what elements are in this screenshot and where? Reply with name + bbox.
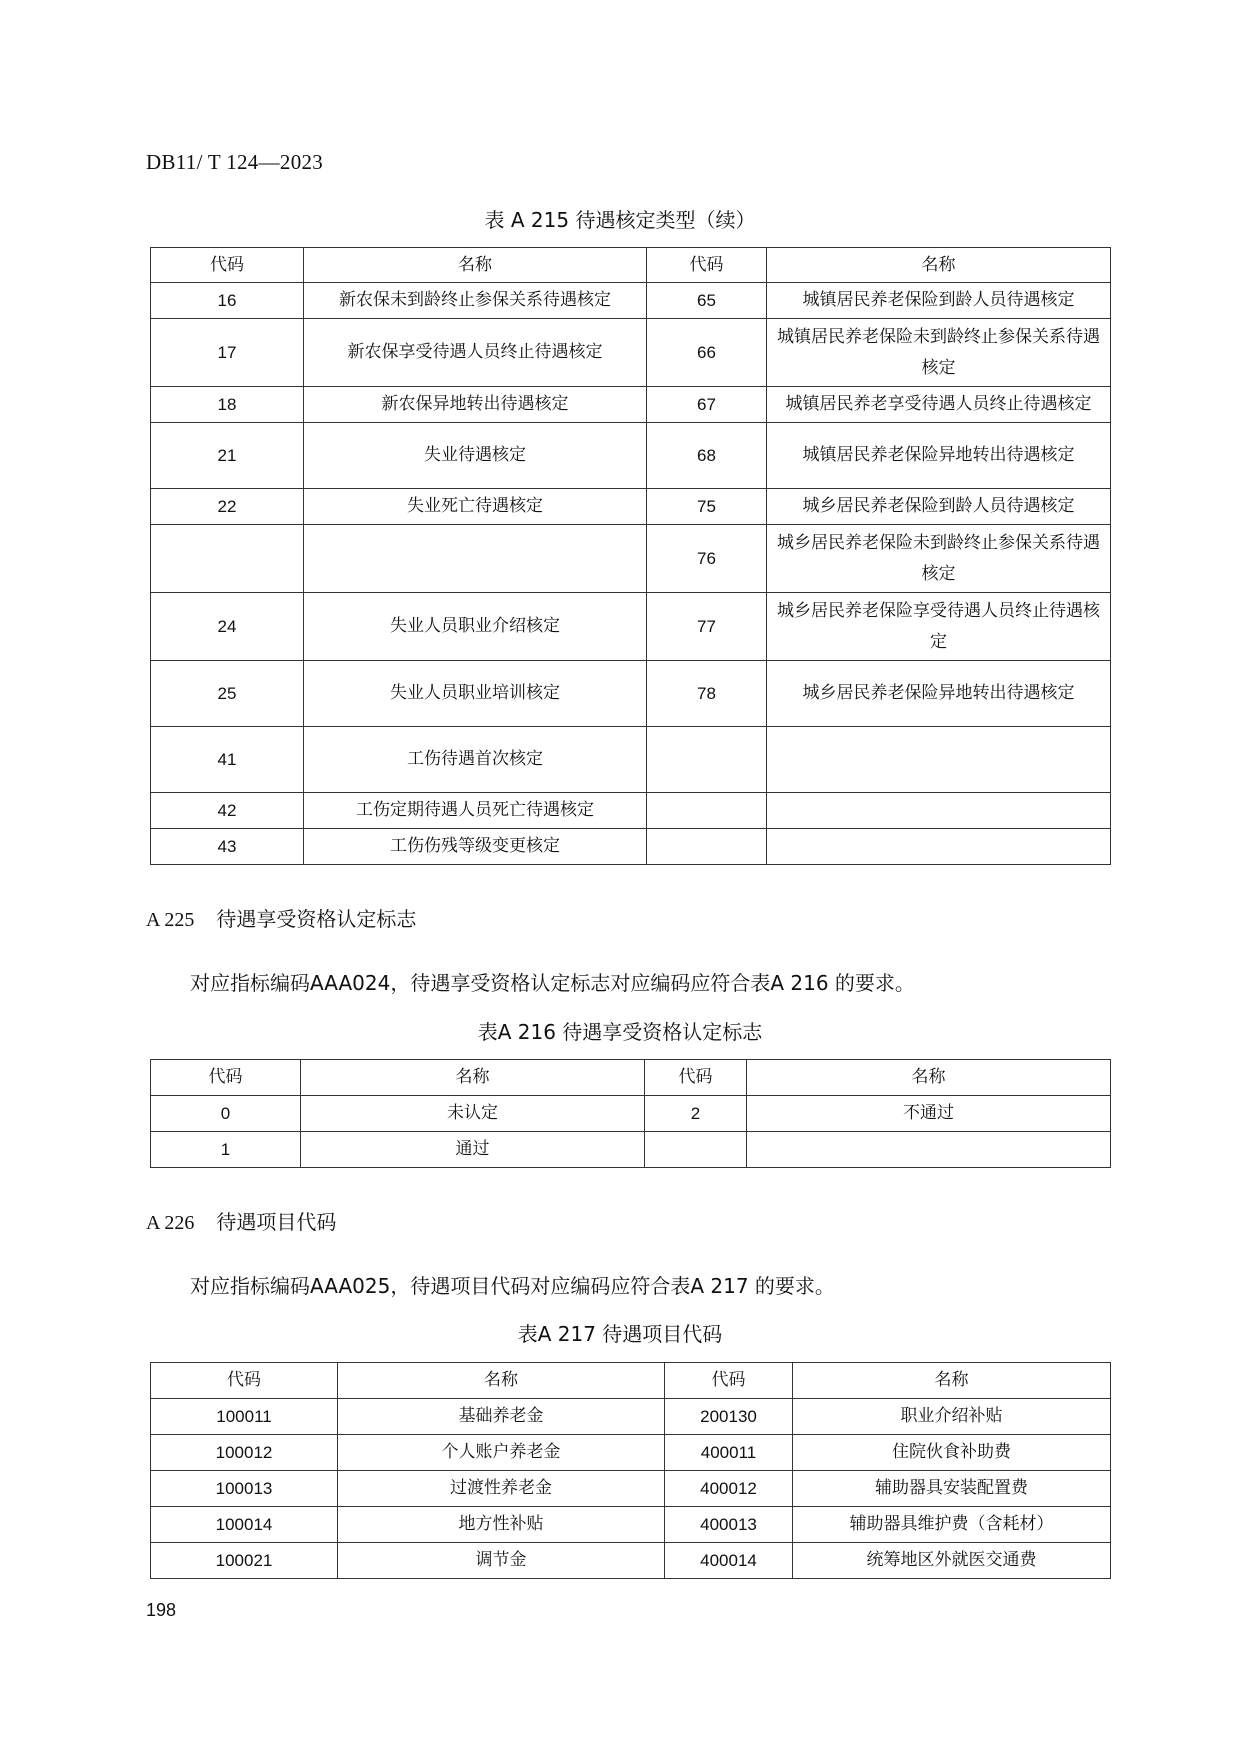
code-cell: 77: [647, 593, 767, 661]
code-cell: 65: [647, 283, 767, 319]
header-code: 代码: [647, 248, 767, 283]
header-name: 名称: [304, 248, 647, 283]
name-cell: 城乡居民养老保险异地转出待遇核定: [767, 661, 1111, 727]
code-cell: 100011: [151, 1399, 338, 1435]
header-code: 代码: [151, 1060, 301, 1096]
name-cell: 城镇居民养老保险到龄人员待遇核定: [767, 283, 1111, 319]
code-cell: [151, 525, 304, 593]
table-a217: [150, 1362, 1111, 1579]
table-row: [151, 661, 1111, 727]
header-code: 代码: [645, 1060, 747, 1096]
name-cell: 城镇居民养老保险异地转出待遇核定: [767, 423, 1111, 489]
table-row: [151, 793, 1111, 829]
header-code: 代码: [151, 1363, 338, 1399]
code-cell: 17: [151, 319, 304, 387]
code-cell: 67: [647, 387, 767, 423]
name-cell: 调节金: [338, 1543, 665, 1579]
name-cell: 城镇居民养老享受待遇人员终止待遇核定: [767, 387, 1111, 423]
document-header: DB11/ T 124—2023: [146, 150, 324, 174]
name-cell: 基础养老金: [338, 1399, 665, 1435]
header-name: 名称: [793, 1363, 1111, 1399]
name-cell: 通过: [301, 1132, 645, 1168]
name-cell: 失业人员职业介绍核定: [304, 593, 647, 661]
name-cell: 辅助器具安装配置费: [793, 1471, 1111, 1507]
table-a216-caption: 表A 216 待遇享受资格认定标志: [477, 1020, 763, 1044]
section-a226-paragraph: 对应指标编码AAA025，待遇项目代码对应编码应符合表A 217 的要求。: [190, 1274, 835, 1298]
section-number: A 225: [146, 909, 195, 931]
name-cell: 不通过: [747, 1096, 1111, 1132]
code-cell: 18: [151, 387, 304, 423]
table-header-row: [151, 1363, 1111, 1399]
name-cell: 个人账户养老金: [338, 1435, 665, 1471]
table-row: [151, 1471, 1111, 1507]
name-cell: 失业死亡待遇核定: [304, 489, 647, 525]
name-cell: 城乡居民养老保险享受待遇人员终止待遇核定: [767, 593, 1111, 661]
code-cell: 100013: [151, 1471, 338, 1507]
name-cell: [767, 829, 1111, 865]
name-cell: 失业人员职业培训核定: [304, 661, 647, 727]
page-number: 198: [146, 1600, 177, 1620]
table-row: [151, 1507, 1111, 1543]
table-row: [151, 283, 1111, 319]
name-cell: 失业待遇核定: [304, 423, 647, 489]
table-row: [151, 1399, 1111, 1435]
table-a215-caption: 表 A 215 待遇核定类型（续）: [484, 208, 756, 232]
code-cell: 78: [647, 661, 767, 727]
code-cell: 400014: [665, 1543, 793, 1579]
code-cell: 100021: [151, 1543, 338, 1579]
table-row: [151, 829, 1111, 865]
table-a215: [150, 247, 1111, 865]
table-row: [151, 1543, 1111, 1579]
name-cell: 城乡居民养老保险到龄人员待遇核定: [767, 489, 1111, 525]
name-cell: 工伤待遇首次核定: [304, 727, 647, 793]
code-cell: 2: [645, 1096, 747, 1132]
code-cell: 400013: [665, 1507, 793, 1543]
table-a217-caption: 表A 217 待遇项目代码: [517, 1322, 723, 1346]
section-a226-heading: [146, 1206, 336, 1235]
name-cell: 住院伙食补助费: [793, 1435, 1111, 1471]
name-cell: 辅助器具维护费（含耗材）: [793, 1507, 1111, 1543]
name-cell: 地方性补贴: [338, 1507, 665, 1543]
section-number: A 226: [146, 1212, 195, 1234]
table-row: [151, 593, 1111, 661]
table-row: [151, 1132, 1111, 1168]
table-row: [151, 727, 1111, 793]
code-cell: [647, 829, 767, 865]
table-header-row: [151, 1060, 1111, 1096]
header-code: 代码: [151, 248, 304, 283]
code-cell: 75: [647, 489, 767, 525]
name-cell: 未认定: [301, 1096, 645, 1132]
table-row: [151, 1096, 1111, 1132]
name-cell: [747, 1132, 1111, 1168]
section-title: 待遇项目代码: [216, 1210, 337, 1234]
code-cell: 76: [647, 525, 767, 593]
name-cell: 工伤定期待遇人员死亡待遇核定: [304, 793, 647, 829]
name-cell: 职业介绍补贴: [793, 1399, 1111, 1435]
header-code: 代码: [665, 1363, 793, 1399]
table-a216: [150, 1059, 1111, 1168]
code-cell: 100014: [151, 1507, 338, 1543]
table-row: [151, 525, 1111, 593]
table-row: [151, 1435, 1111, 1471]
section-a225-paragraph: 对应指标编码AAA024，待遇享受资格认定标志对应编码应符合表A 216 的要求。: [190, 971, 915, 995]
code-cell: 43: [151, 829, 304, 865]
section-title: 待遇享受资格认定标志: [216, 907, 417, 931]
table-header-row: [151, 248, 1111, 283]
code-cell: 1: [151, 1132, 301, 1168]
code-cell: 24: [151, 593, 304, 661]
name-cell: 过渡性养老金: [338, 1471, 665, 1507]
name-cell: 新农保异地转出待遇核定: [304, 387, 647, 423]
table-row: [151, 387, 1111, 423]
code-cell: 21: [151, 423, 304, 489]
header-name: 名称: [301, 1060, 645, 1096]
name-cell: 新农保享受待遇人员终止待遇核定: [304, 319, 647, 387]
name-cell: 城镇居民养老保险未到龄终止参保关系待遇核定: [767, 319, 1111, 387]
section-a225-heading: [146, 903, 416, 932]
header-name: 名称: [338, 1363, 665, 1399]
code-cell: 42: [151, 793, 304, 829]
code-cell: 41: [151, 727, 304, 793]
code-cell: 66: [647, 319, 767, 387]
code-cell: 0: [151, 1096, 301, 1132]
code-cell: 22: [151, 489, 304, 525]
code-cell: [645, 1132, 747, 1168]
name-cell: 新农保未到龄终止参保关系待遇核定: [304, 283, 647, 319]
name-cell: 工伤伤残等级变更核定: [304, 829, 647, 865]
code-cell: [647, 727, 767, 793]
code-cell: 25: [151, 661, 304, 727]
code-cell: [647, 793, 767, 829]
code-cell: 200130: [665, 1399, 793, 1435]
name-cell: 城乡居民养老保险未到龄终止参保关系待遇核定: [767, 525, 1111, 593]
code-cell: 100012: [151, 1435, 338, 1471]
code-cell: 68: [647, 423, 767, 489]
code-cell: 16: [151, 283, 304, 319]
table-row: [151, 489, 1111, 525]
table-row: [151, 319, 1111, 387]
name-cell: 统筹地区外就医交通费: [793, 1543, 1111, 1579]
header-name: 名称: [767, 248, 1111, 283]
name-cell: [304, 525, 647, 593]
code-cell: 400012: [665, 1471, 793, 1507]
header-name: 名称: [747, 1060, 1111, 1096]
name-cell: [767, 793, 1111, 829]
code-cell: 400011: [665, 1435, 793, 1471]
name-cell: [767, 727, 1111, 793]
table-row: [151, 423, 1111, 489]
